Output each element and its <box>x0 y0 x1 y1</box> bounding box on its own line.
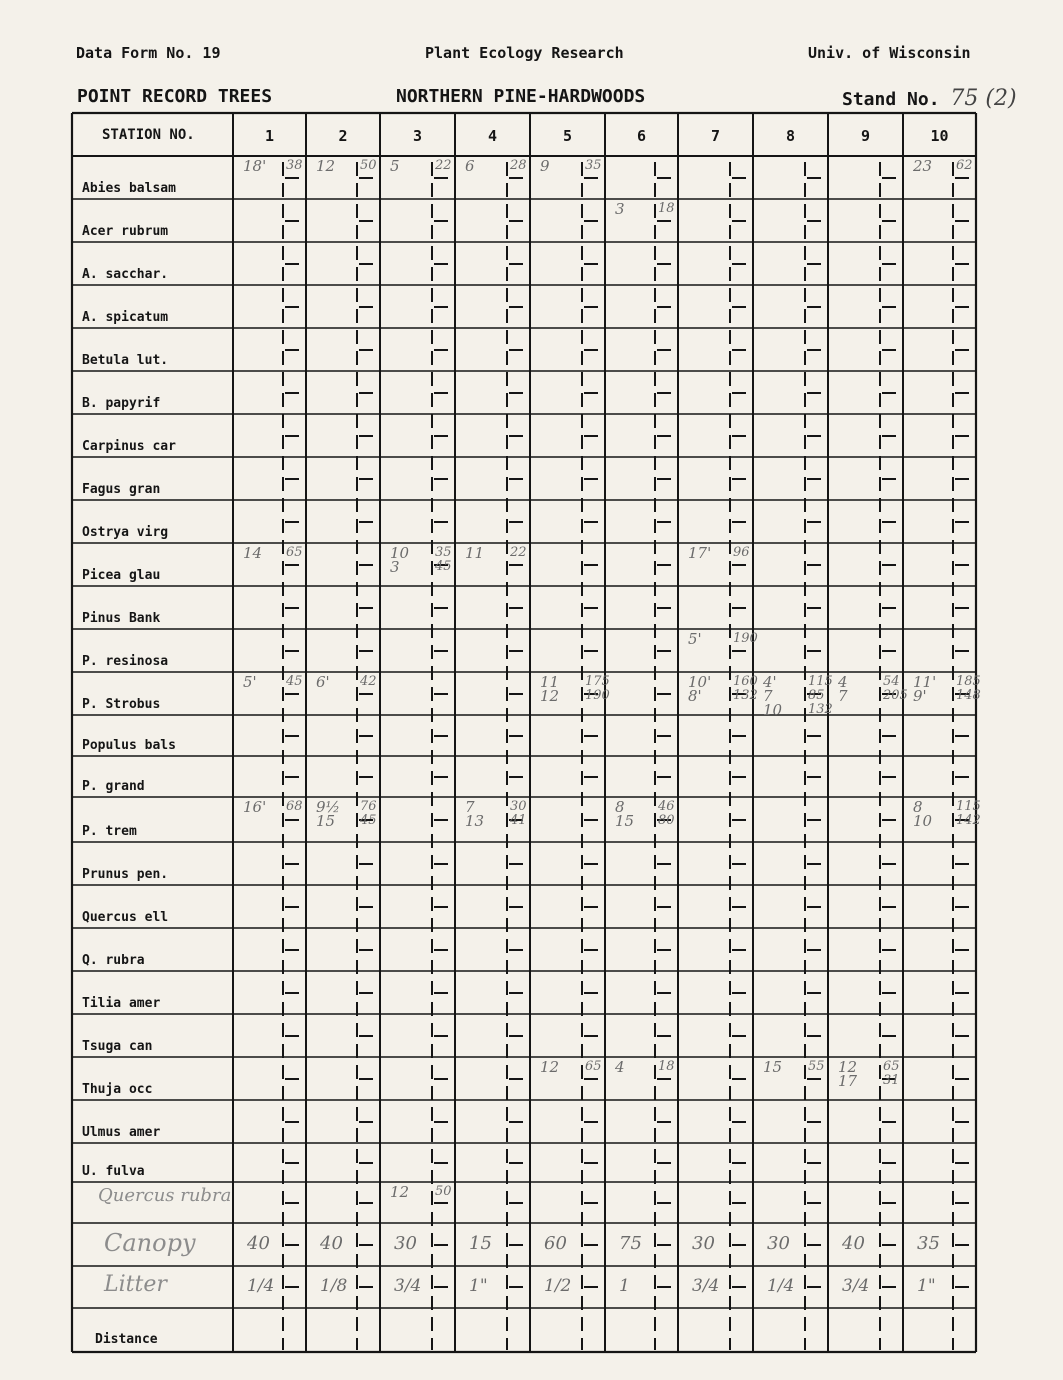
species-label: A. sacchar. <box>82 267 169 282</box>
litter-value: 1" <box>469 1276 488 1296</box>
species-label: Abies balsam <box>82 181 176 196</box>
entry-distance: 4' 7 10 <box>763 673 783 719</box>
entry-distance: 18' <box>243 157 267 175</box>
species-label: Quercus ell <box>82 910 169 925</box>
station-number: 6 <box>636 127 647 145</box>
canopy-value: 40 <box>320 1233 343 1254</box>
entry-distance: 9 <box>540 157 550 175</box>
station-number: 10 <box>930 127 949 145</box>
species-label: Picea glau <box>82 568 161 583</box>
species-label: Carpinus car <box>82 439 176 454</box>
entry-diameter: 50 <box>435 1184 452 1199</box>
entry-diameter: 42 <box>360 674 377 689</box>
entry-distance: 8 15 <box>615 798 635 830</box>
entry-distance: 11 <box>465 544 485 562</box>
canopy-value: 60 <box>544 1233 567 1254</box>
entry-distance: 4 <box>615 1058 625 1076</box>
entry-diameter: 22 <box>510 545 527 560</box>
entry-distance: 12 17 <box>838 1058 858 1090</box>
species-label: Tilia amer <box>82 996 161 1011</box>
entry-distance: 10 3 <box>390 544 410 576</box>
entry-diameter: 18 <box>658 1059 675 1074</box>
litter-value: 3/4 <box>394 1276 422 1296</box>
species-label: Prunus pen. <box>82 867 169 882</box>
university-name: Univ. of Wisconsin <box>808 44 971 62</box>
canopy-value: 75 <box>619 1233 642 1254</box>
species-label: Q. rubra <box>82 953 145 968</box>
station-number: 8 <box>785 127 796 145</box>
entry-diameter: 28 <box>510 158 527 173</box>
entry-diameter: 185 148 <box>956 674 981 703</box>
entry-distance: 12 <box>540 1058 560 1076</box>
entry-distance: 6' <box>316 673 330 691</box>
canopy-value: 35 <box>917 1233 940 1254</box>
entry-diameter: 65 31 <box>883 1059 900 1088</box>
stand-label: Stand No. <box>842 89 940 110</box>
entry-distance: 15 <box>763 1058 783 1076</box>
entry-diameter: 35 45 <box>435 545 452 574</box>
entry-distance: 12 <box>390 1183 410 1201</box>
entry-diameter: 18 <box>658 201 675 216</box>
station-number: 1 <box>264 127 275 145</box>
station-number: 7 <box>710 127 721 145</box>
entry-diameter: 190 <box>733 631 758 646</box>
species-label: P. trem <box>82 824 137 839</box>
entry-diameter: 65 <box>585 1059 602 1074</box>
station-number: 2 <box>338 127 348 145</box>
form-number: Data Form No. 19 <box>76 44 221 62</box>
station-header: STATION NO. <box>102 127 195 143</box>
entry-diameter: 115 85 132 <box>808 674 833 717</box>
species-label: Populus bals <box>82 738 176 753</box>
entry-distance: 14 <box>243 544 263 562</box>
species-label: P. grand <box>82 779 145 794</box>
entry-diameter: 35 <box>585 158 602 173</box>
litter-value: 1/8 <box>320 1276 348 1296</box>
species-label: Betula lut. <box>82 353 169 368</box>
stand-value: 75 (2) <box>950 86 1017 111</box>
station-number: 3 <box>412 127 423 145</box>
species-label: Fagus gran <box>82 482 161 497</box>
litter-value: 1/2 <box>544 1276 572 1296</box>
station-number: 4 <box>487 127 498 145</box>
entry-diameter: 76 45 <box>360 799 377 828</box>
entry-distance: 6 <box>465 157 475 175</box>
litter-value: 1 <box>619 1276 630 1296</box>
entry-diameter: 160 132 <box>733 674 758 703</box>
entry-distance: 8 10 <box>913 798 933 830</box>
record-title: POINT RECORD TREES <box>77 86 273 107</box>
entry-diameter: 38 <box>286 158 303 173</box>
forest-type-title: NORTHERN PINE-HARDWOODS <box>396 86 646 107</box>
entry-diameter: 46 80 <box>658 799 675 828</box>
litter-value: 1/4 <box>767 1276 795 1296</box>
entry-diameter: 22 <box>435 158 452 173</box>
distance-label: Distance <box>95 1332 158 1347</box>
entry-distance: 12 <box>316 157 336 175</box>
species-label: A. spicatum <box>82 310 169 325</box>
entry-distance: 17' <box>688 544 712 562</box>
species-label: Acer rubrum <box>82 224 169 239</box>
entry-distance: 11 12 <box>540 673 560 705</box>
entry-diameter: 45 <box>286 674 303 689</box>
entry-distance: 11' 9' <box>913 673 937 705</box>
entry-diameter: 175 190 <box>585 674 610 703</box>
entry-distance: 23 <box>913 157 933 175</box>
entry-diameter: 54 205 <box>883 674 908 703</box>
handwritten-row-label: Litter <box>104 1272 167 1297</box>
species-label: Ulmus amer <box>82 1125 161 1140</box>
litter-value: 1/4 <box>247 1276 275 1296</box>
canopy-value: 30 <box>394 1233 417 1254</box>
handwritten-row-label: Quercus rubra <box>98 1185 232 1206</box>
species-label: B. papyrif <box>82 396 161 411</box>
entry-diameter: 62 <box>956 158 973 173</box>
entry-distance: 5 <box>390 157 400 175</box>
entry-diameter: 96 <box>733 545 750 560</box>
canopy-value: 15 <box>469 1233 492 1254</box>
species-label: Thuja occ <box>82 1082 153 1097</box>
species-label: Tsuga can <box>82 1039 153 1054</box>
entry-distance: 3 <box>615 200 625 218</box>
species-label: P. Strobus <box>82 697 161 712</box>
species-label: P. resinosa <box>82 654 169 669</box>
entry-distance: 9½ 15 <box>316 798 341 830</box>
entry-diameter: 65 <box>286 545 303 560</box>
entry-distance: 5' <box>243 673 257 691</box>
species-label: Pinus Bank <box>82 611 161 626</box>
entry-distance: 16' <box>243 798 267 816</box>
canopy-value: 40 <box>842 1233 865 1254</box>
entry-diameter: 50 <box>360 158 377 173</box>
station-number: 5 <box>562 127 573 145</box>
entry-distance: 4 7 <box>838 673 848 705</box>
station-number: 9 <box>860 127 871 145</box>
canopy-value: 40 <box>247 1233 270 1254</box>
entry-diameter: 30 41 <box>510 799 527 828</box>
litter-value: 3/4 <box>692 1276 720 1296</box>
species-label: U. fulva <box>82 1164 145 1179</box>
canopy-value: 30 <box>767 1233 790 1254</box>
entry-distance: 7 13 <box>465 798 485 830</box>
entry-diameter: 55 <box>808 1059 825 1074</box>
handwritten-row-label: Canopy <box>104 1229 196 1257</box>
litter-value: 1" <box>917 1276 936 1296</box>
entry-distance: 5' <box>688 630 702 648</box>
litter-value: 3/4 <box>842 1276 870 1296</box>
research-title: Plant Ecology Research <box>425 44 624 62</box>
species-label: Ostrya virg <box>82 525 169 540</box>
entry-diameter: 115 142 <box>956 799 981 828</box>
entry-diameter: 68 <box>286 799 303 814</box>
entry-distance: 10' 8' <box>688 673 712 705</box>
canopy-value: 30 <box>692 1233 715 1254</box>
